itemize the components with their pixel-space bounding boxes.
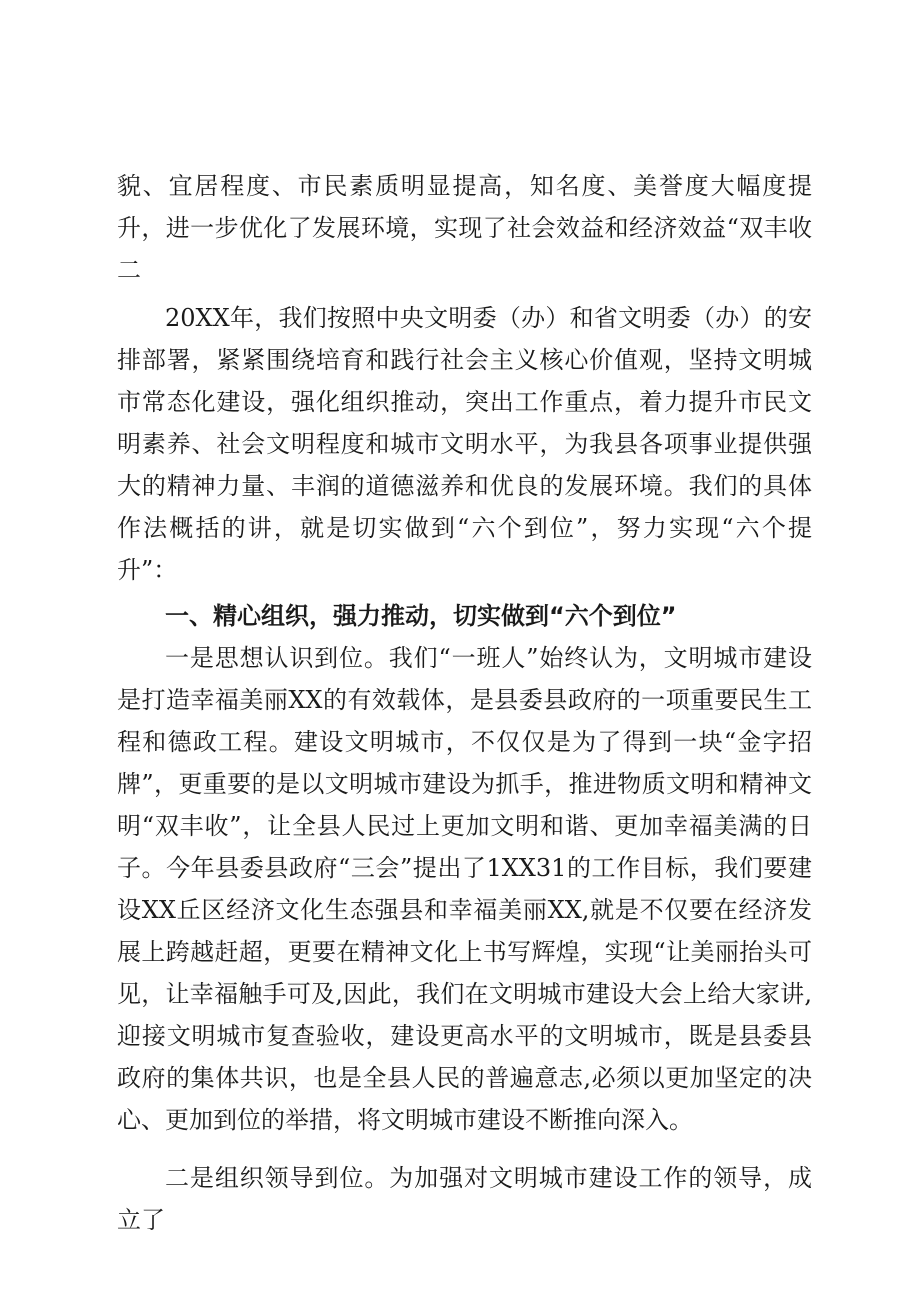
paragraph-continuation: 貌、宜居程度、市民素质明显提高，知名度、美誉度大幅度提升，进一步优化了发展环境，实现了社会效益和经济效益“双丰收二	[117, 172, 812, 284]
paragraph-intro: 20XX年，我们按照中央文明委（办）和省文明委（办）的安排部署，紧紧围绕培育和践行社会主义核心价值观，坚持文明城市常态化建设，强化组织推动，突出工作重点，着力提升市民文明素养、社会文明程度和城市文明水平，为我县各项事业提供强大的精神力量、丰润的道德滋养和优良的发展环境。我们的具体作法概括的讲，就是切实做到“六个到位”，努力实现“六个提升”：	[117, 304, 812, 584]
section-heading: 一、精心组织，强力推动，切实做到“六个到位”	[165, 602, 677, 630]
paragraph-thought-awareness: 一是思想认识到位。我们“一班人”始终认为，文明城市建设是打造幸福美丽XX的有效载体，是县委县政府的一项重要民生工程和德政工程。建设文明城市，不仅仅是为了得到一块“金字招牌”，更重要的是以文明城市建设为抓手，推进物质文明和精神文明“双丰收”，让全县人民过上更加文明和谐、更加幸福美满的日子。今年县委县政府“三会”提出了1XX31的工作目标，我们要建设XX丘区经济文化生态强县和幸福美丽XX,就是不仅要在经济发展上跨越赶超，更要在精神文化上书写辉煌，实现“让美丽抬头可见，让幸福触手可及,因此，我们在文明城市建设大会上给大家讲,迎接文明城市复查验收，建设更高水平的文明城市，既是县委县政府的集体共识，也是全县人民的普遍意志,必须以更加坚定的决心、更加到位的举措，将文明城市建设不断推向深入。	[117, 644, 812, 1134]
document-body	[117, 165, 812, 1241]
paragraph-leadership: 二是组织领导到位。为加强对文明城市建设工作的领导，成立了	[117, 1164, 812, 1234]
